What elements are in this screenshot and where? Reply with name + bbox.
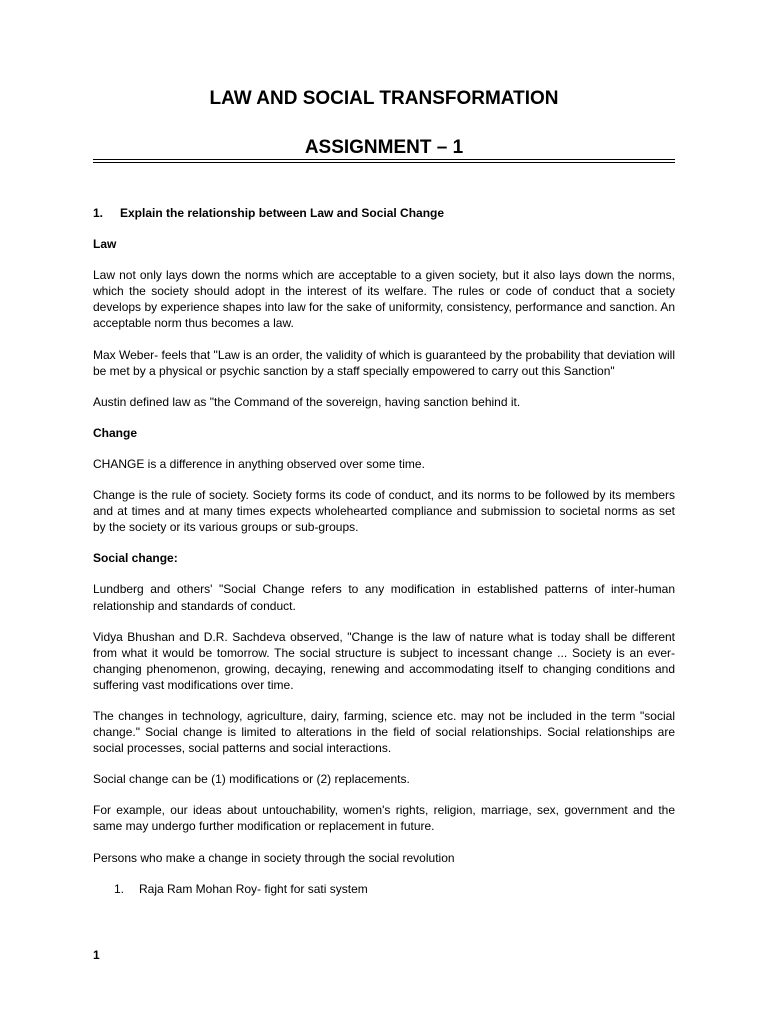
title-divider [93, 159, 675, 163]
page-number: 1 [93, 948, 100, 962]
list-item-text: Raja Ram Mohan Roy- fight for sati system [139, 881, 368, 896]
document-body [93, 193, 675, 897]
question-number: 1. [93, 206, 104, 220]
assignment-title: ASSIGNMENT – 1 [304, 137, 464, 158]
question-heading [93, 205, 675, 221]
paragraph-modifications: Social change can be (1) modifications or (2) replacements. [93, 772, 410, 787]
document-title: LAW AND SOCIAL TRANSFORMATION [209, 88, 559, 109]
paragraph-lundberg: Lundberg and others' "Social Change refers to any modification in established patterns of inter-human relationship and standards of conduct. [93, 582, 675, 613]
paragraph-example: For example, our ideas about untouchability, women's rights, religion, marriage, sex, government and the same may undergo further modification or replacement in future. [93, 803, 675, 834]
paragraph-technology-changes: The changes in technology, agriculture, dairy, farming, science etc. may not be included in the term "social change." Social change is limited to alterations in the field of social relationships. Social relationships are social processes, social patterns and social interactions. [93, 708, 675, 756]
paragraph-law-definition: Law not only lays down the norms which are acceptable to a given society, but it also lays down the norms, which the society should adopt in the interest of its welfare. The rules or code of conduct that a society develops by experience shapes into law for the sake of uniformity, consistency, performance and sanction. An acceptable norm thus becomes a law. [93, 268, 675, 331]
paragraph-change-definition: CHANGE is a difference in anything observed over some time. [93, 456, 425, 471]
heading-law: Law [93, 237, 117, 252]
list-item-number: 1. [114, 881, 125, 896]
heading-change: Change [93, 425, 138, 440]
list-item [114, 881, 675, 897]
paragraph-max-weber: Max Weber- feels that "Law is an order, the validity of which is guaranteed by the probability that deviation will be met by a physical or psychic sanction by a staff specially empowered to carry out this Sanction" [93, 347, 675, 378]
question-text: Explain the relationship between Law and Social Change [120, 206, 445, 220]
paragraph-change-rule: Change is the rule of society. Society forms its code of conduct, and its norms to be followed by its members and at times and at many times expects wholehearted compliance and submission to societal norms as set by the society or its various groups or sub-groups. [93, 488, 675, 535]
paragraph-bhushan-sachdeva: Vidya Bhushan and D.R. Sachdeva observed, "Change is the law of nature what is today shall be different from what it would be tomorrow. The social structure is subject to incessant change ... Society is an ever-changing phenomenon, growing, decaying, renewing and accommodating itself to changing conditions and suffering vast modifications over time. [93, 629, 675, 692]
reformers-list [93, 881, 675, 897]
heading-social-change: Social change: [93, 551, 178, 566]
paragraph-austin: Austin defined law as "the Command of the sovereign, having sanction behind it. [93, 394, 521, 409]
paragraph-revolution: Persons who make a change in society through the social revolution [93, 850, 455, 865]
